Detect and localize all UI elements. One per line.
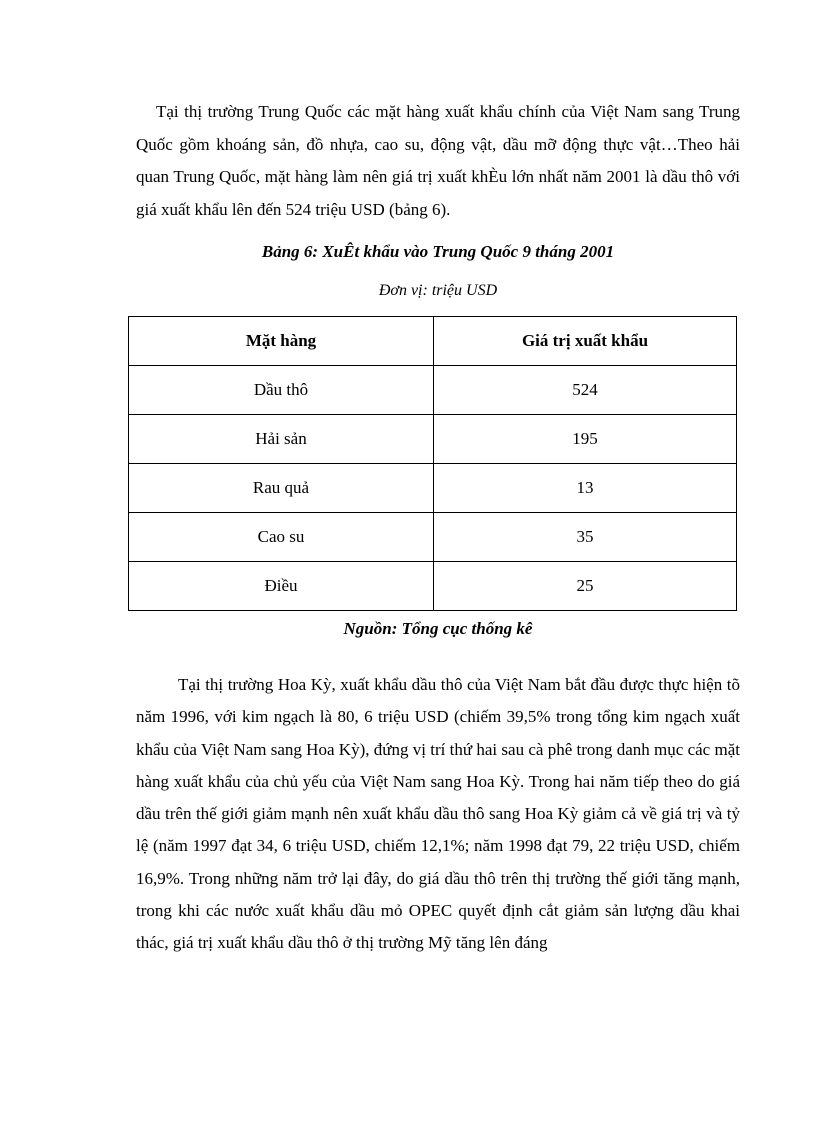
table-row [129,415,737,464]
row-item: Hải sản [129,415,434,464]
document-page [136,96,740,960]
source-note: Nguồn: Tổng cục thống kê [343,619,533,638]
row-value: 195 [434,415,737,464]
table-row [129,562,737,611]
unit-label: Đơn vị: triệu USD [378,282,498,299]
row-value: 25 [434,562,737,611]
row-value: 35 [434,513,737,562]
row-item: Dầu thô [129,366,434,415]
row-value: 13 [434,464,737,513]
row-item: Cao su [129,513,434,562]
table-caption: Bảng 6: XuÊt khẩu vào Trung Quốc 9 tháng 2001 [261,242,615,261]
export-table [128,316,737,611]
table-row [129,464,737,513]
table-row [129,366,737,415]
header-value: Giá trị xuất khẩu [434,317,737,366]
intro-paragraph: Tại thị trường Trung Quốc các mặt hàng xuất khẩu chính của Việt Nam sang Trung Quốc gồm khoáng sản, đồ nhựa, cao su, động vật, dầu mỡ động thực vật…Theo hải quan Trung Quốc, mặt hàng làm nên giá trị xuất khÈu lớn nhất năm 2001 là dầu thô với giá xuất khẩu lên đến 524 triệu USD (bảng 6). [136,102,740,219]
row-item: Rau quả [129,464,434,513]
table-header-row [129,317,737,366]
header-item: Mặt hàng [129,317,434,366]
row-value: 524 [434,366,737,415]
body-paragraph: Tại thị trường Hoa Kỳ, xuất khẩu dầu thô của Việt Nam bắt đầu được thực hiện tõ năm 1996, với kim ngạch là 80, 6 triệu USD (chiếm 39,5% trong tổng kim ngạch xuất khẩu của Việt Nam sang Hoa Kỳ), đứng vị trí thứ hai sau cà phê trong danh mục các mặt hàng xuất khẩu của chủ yếu của Việt Nam sang Hoa Kỳ. Trong hai năm tiếp theo do giá dầu trên thế giới giảm mạnh nên xuất khẩu dầu thô sang Hoa Kỳ giảm cả về giá trị và tỷ lệ (năm 1997 đạt 34, 6 triệu USD, chiếm 12,1%; năm 1998 đạt 79, 22 triệu USD, chiếm 16,9%. Trong những năm trở lại đây, do giá dầu thô trên thị trường thế giới tăng mạnh, trong khi các nước xuất khẩu dầu mỏ OPEC quyết định cắt giảm sản lượng dầu khai thác, giá trị xuất khẩu dầu thô ở thị trường Mỹ tăng lên đáng [136,675,740,953]
row-item: Điều [129,562,434,611]
table-row [129,513,737,562]
